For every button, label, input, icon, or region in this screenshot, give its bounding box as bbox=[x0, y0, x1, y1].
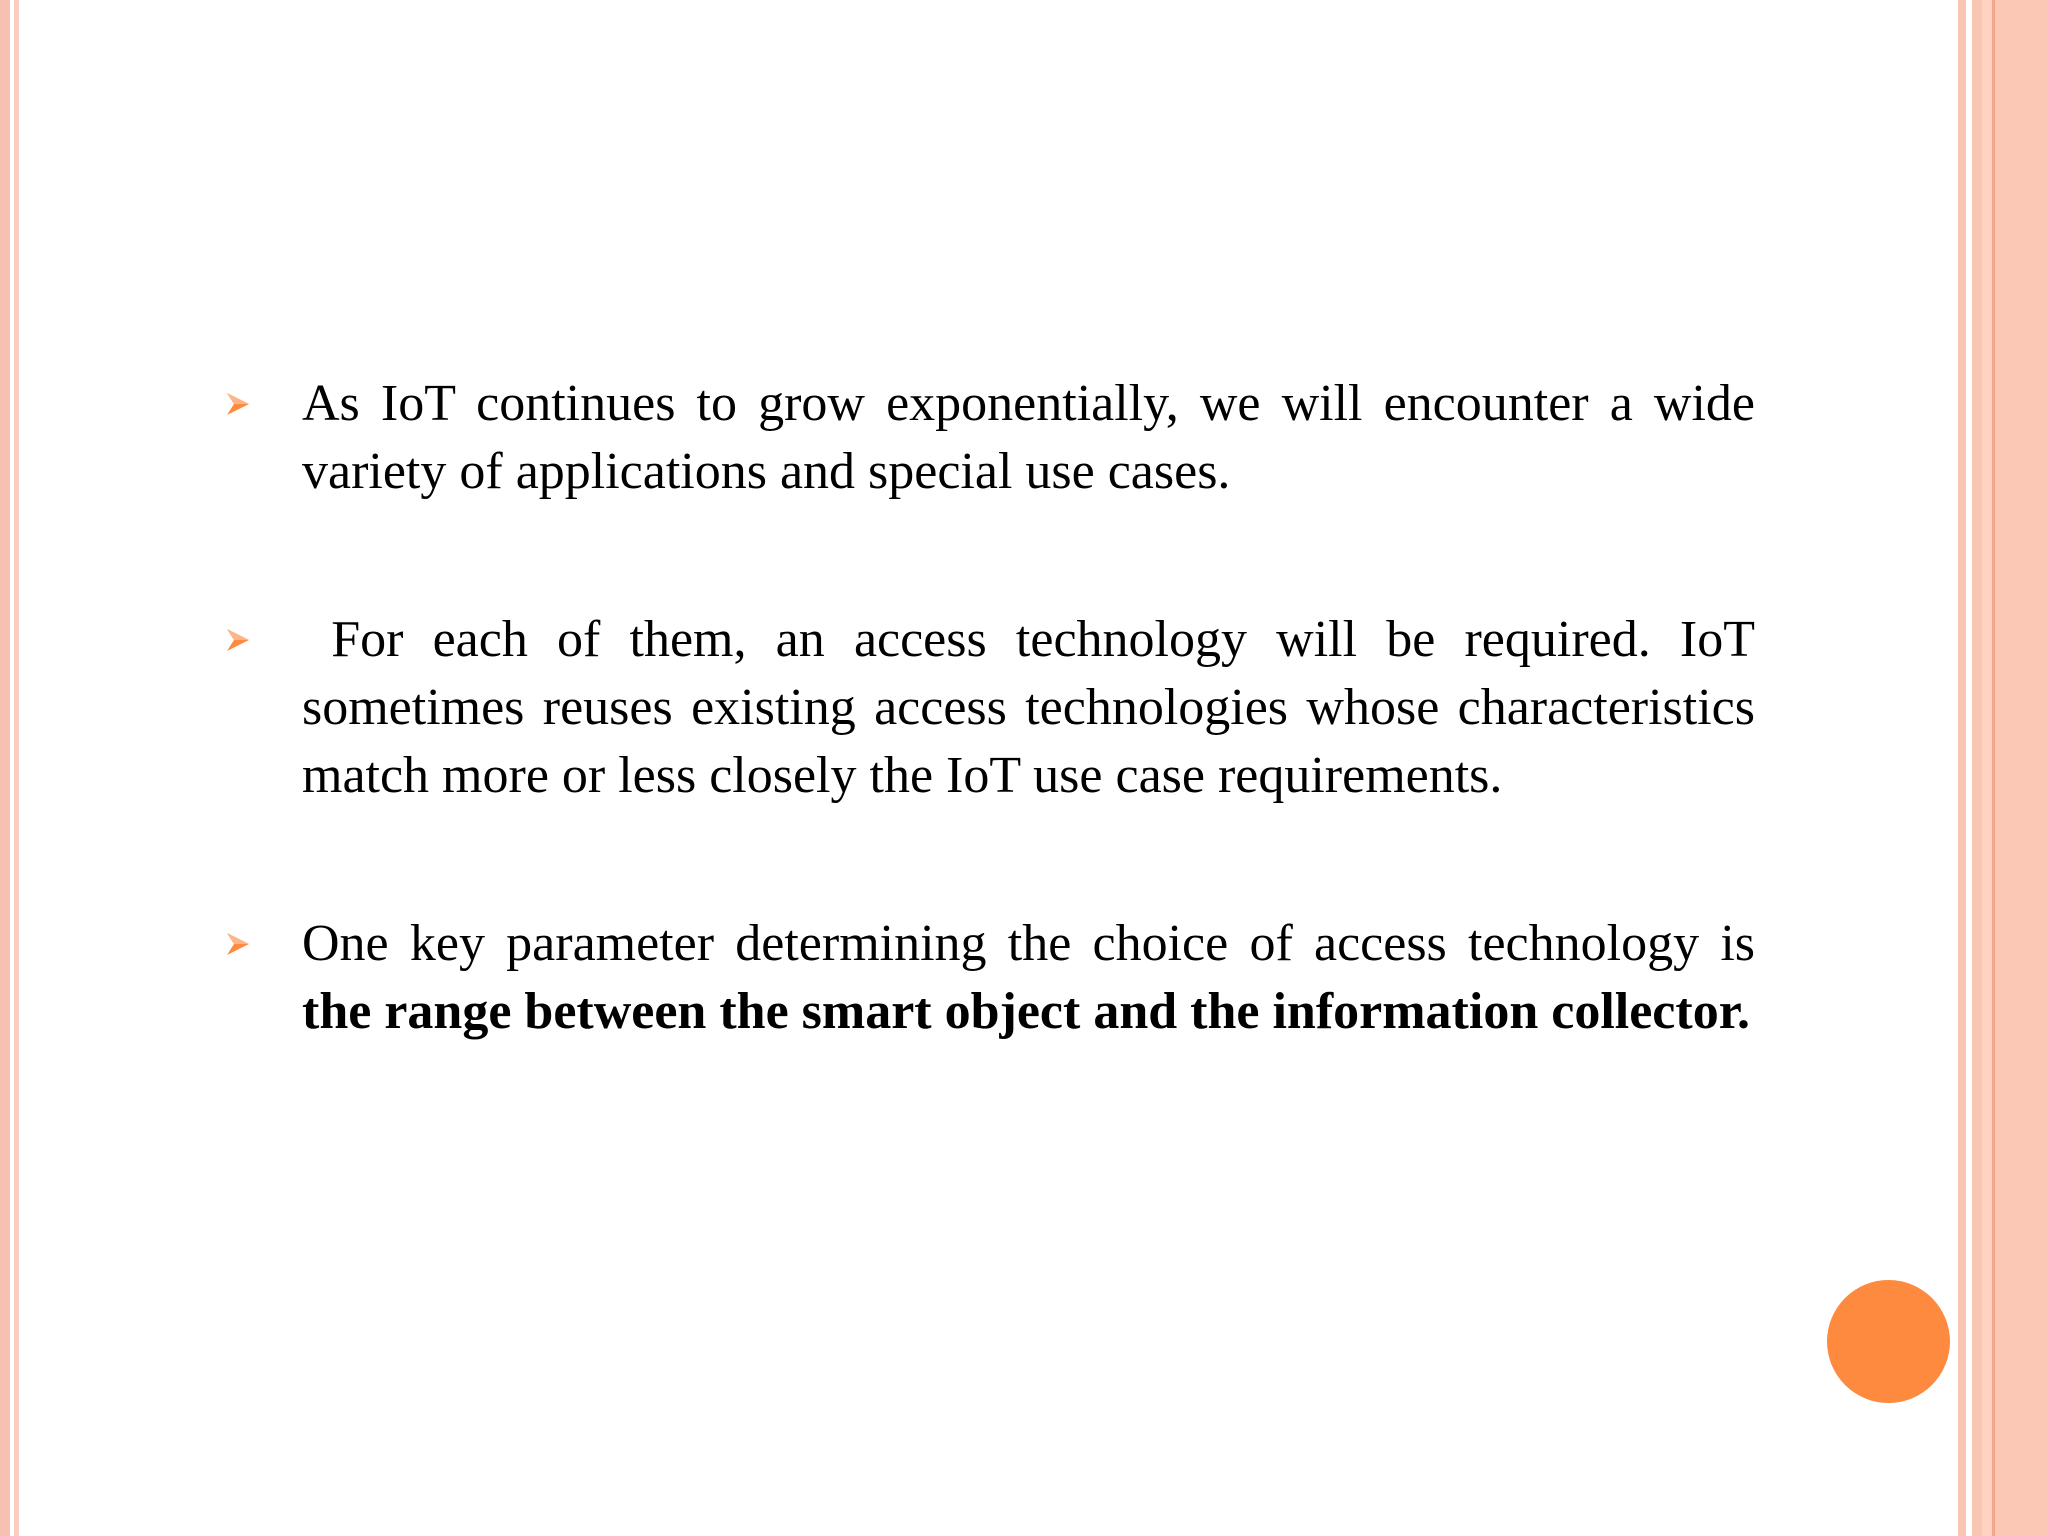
bullet-item bbox=[225, 370, 1755, 506]
bullet-list bbox=[225, 370, 1768, 1146]
left-border-inner bbox=[14, 0, 19, 1536]
arrowhead-bullet-icon bbox=[225, 606, 302, 674]
bullet-text bbox=[302, 910, 1755, 1046]
bullet-item bbox=[225, 910, 1755, 1046]
bullet-item bbox=[225, 606, 1768, 810]
bullet-text-bold: the range between the smart object and the information collector. bbox=[302, 983, 1751, 1040]
bullet-text-plain: One key parameter determining the choice of access technology is bbox=[302, 915, 1755, 972]
arrowhead-bullet-icon bbox=[225, 910, 302, 978]
arrowhead-bullet-icon bbox=[225, 370, 302, 438]
bullet-text: For each of them, an access technology will be required. IoT sometimes reuses existing access technologies whose characteristics match more or less closely the IoT use case requirements. bbox=[302, 611, 1768, 804]
right-border-stripe bbox=[1958, 0, 1966, 1536]
right-border-stripe bbox=[1972, 0, 1982, 1536]
right-border-stripe bbox=[1982, 0, 1992, 1536]
left-border bbox=[0, 0, 10, 1536]
decorative-orange-circle bbox=[1827, 1280, 1950, 1403]
bullet-text: As IoT continues to grow exponentially, we will encounter a wide variety of applications and special use cases. bbox=[302, 375, 1755, 500]
right-border-band bbox=[1995, 0, 2048, 1536]
